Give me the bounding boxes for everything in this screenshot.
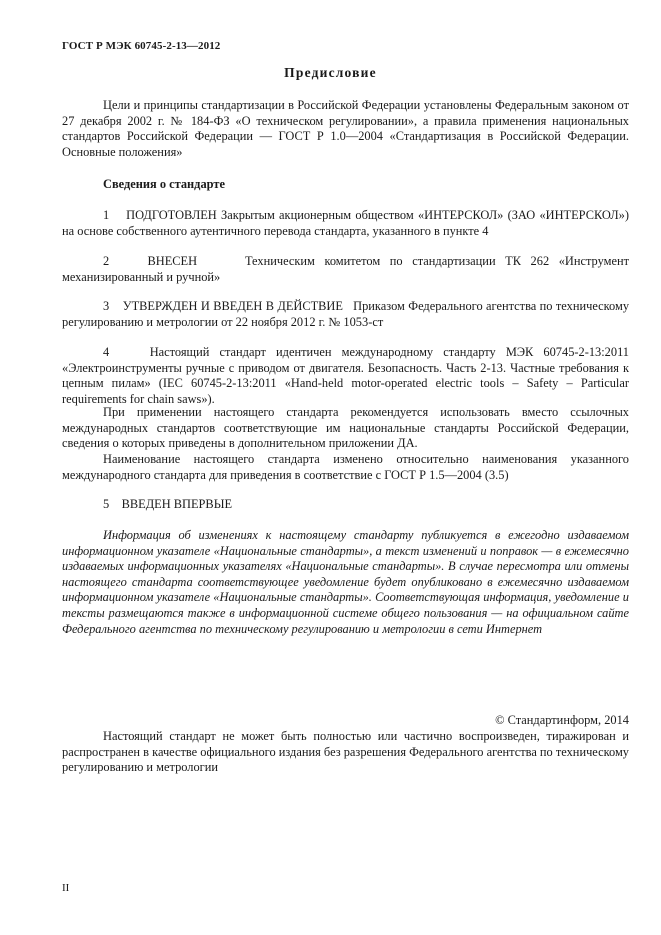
intro-paragraph: Цели и принципы стандартизации в Российской Федерации установлены Федеральным законом от 27 декабря 2002 г. № 184-ФЗ «О техническом регулировании», а правила применения национальных стандартов Российской Федерации — ГОСТ Р 1.0—2004 «Стандартизация в Российской Федерации. Основные положения»: [62, 98, 629, 159]
page-number: II: [62, 882, 70, 894]
item-3: [62, 299, 629, 330]
page-title: Предисловие: [284, 65, 377, 80]
item-4: [62, 345, 629, 407]
item-5: [62, 497, 629, 513]
item-text: Закрытым акционерным обществом «ИНТЕРСКОЛ» (ЗАО «ИНТЕРСКОЛ») на основе собственного аутентичного перевода стандарта, указанного в пункте 4: [62, 208, 629, 238]
item-label: УТВЕРЖДЕН И ВВЕДЕН В ДЕЙСТВИЕ: [122, 299, 343, 313]
document-header: ГОСТ Р МЭК 60745-2-13—2012: [62, 40, 221, 52]
item-text: Настоящий стандарт идентичен международному стандарту МЭК 60745-2-13:2011 «Электроинструменты ручные с приводом от двигателя. Безопасность. Часть 2-13. Частные требования к цепным пилам» (IEC 60745-2-13:2011 «Hand-held motor-operated electric tools – Safety – Particular requirements for chain saws»).: [62, 345, 629, 406]
item-number: 5: [103, 497, 110, 511]
item-text: Приказом Федерального агентства по техническому регулированию и метрологии от 22 ноября 2012 г. № 1053-ст: [62, 299, 630, 329]
item-number: 4: [103, 345, 110, 359]
item-label: ВВЕДЕН ВПЕРВЫЕ: [121, 497, 233, 511]
item-4-paragraph-2: При применении настоящего стандарта рекомендуется использовать вместо ссылочных международных стандартов соответствующие им национальные стандарты Российской Федерации, сведения о которых приведены в дополнительном приложении ДА.: [62, 405, 629, 451]
item-label: ВНЕСЕН: [147, 254, 198, 268]
publication-notice: Информация об изменениях к настоящему стандарту публикуется в ежегодно издаваемом информационном указателе «Национальные стандарты», а текст изменений и поправок — в ежемесячно издаваемых информационных указателях «Национальные стандарты». В случае пересмотра или отмены настоящего стандарта соответствующее уведомление будет опубликовано в ежемесячно издаваемом информационном указателе «Национальные стандарты». Соответствующая информация, уведомление и тексты размещаются также в информационной системе общего пользования — на официальном сайте Федерального агентства по техническому регулированию и метрологии в сети Интернет: [62, 528, 629, 636]
item-text: Техническим комитетом по стандартизации ТК 262 «Инструмент механизированный и ручной»: [62, 254, 629, 284]
item-2: [62, 254, 629, 285]
copyright-line: © Стандартинформ, 2014: [495, 713, 629, 727]
item-4-paragraph-3: Наименование настоящего стандарта изменено относительно наименования указанного международного стандарта для приведения в соответствие с ГОСТ Р 1.5—2004 (3.5): [62, 452, 629, 482]
info-heading: Сведения о стандарте: [103, 177, 225, 191]
rights-notice: Настоящий стандарт не может быть полностью или частично воспроизведен, тиражирован и распространен в качестве официального издания без разрешения Федерального агентства по техническому регулированию и метрологии: [62, 729, 629, 775]
item-number: 3: [103, 299, 110, 313]
item-label: ПОДГОТОВЛЕН: [126, 208, 217, 222]
item-number: 2: [103, 254, 110, 268]
item-1: [62, 208, 629, 239]
item-number: 1: [103, 208, 110, 222]
